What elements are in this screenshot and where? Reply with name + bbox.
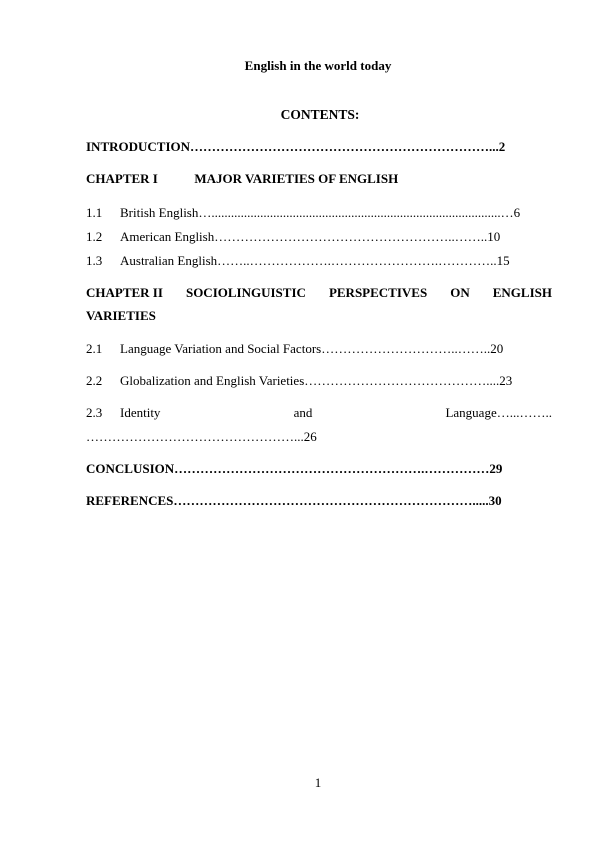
toc-item-text: Language Variation and Social Factors…………………………..……..20 bbox=[120, 341, 504, 356]
toc-item-text: and bbox=[293, 405, 313, 420]
document-title: English in the world today bbox=[244, 58, 392, 73]
chapter-2-label: CHAPTER II bbox=[86, 285, 163, 300]
toc-item-1-1 bbox=[86, 205, 552, 221]
toc-item-text: Identity bbox=[120, 405, 161, 420]
toc-chapter-2 bbox=[86, 285, 552, 301]
chapter-2-title-word: ON bbox=[450, 285, 470, 300]
toc-item-2-3 bbox=[86, 405, 552, 421]
toc-item-2-2 bbox=[86, 373, 552, 389]
chapter-1-label: CHAPTER I bbox=[86, 171, 158, 186]
toc-item-text: British English….........................................................................................…6 bbox=[120, 205, 521, 220]
toc-item-number: 1.1 bbox=[86, 205, 103, 220]
page-number: 1 bbox=[314, 775, 322, 790]
toc-item-text: Australian English……..……………….…………………….…………..15 bbox=[120, 253, 510, 268]
toc-conclusion: CONCLUSION………………………………………………….……………29 bbox=[86, 461, 503, 476]
toc-item-2-3-line-2: …………………………………………...26 bbox=[86, 429, 317, 444]
toc-item-1-3 bbox=[86, 253, 552, 269]
toc-introduction: INTRODUCTION……………………………………………………………...2 bbox=[86, 139, 506, 154]
toc-item-number: 2.1 bbox=[86, 341, 103, 356]
toc-references: REFERENCES…………………………………………………………….....30 bbox=[86, 493, 502, 508]
chapter-2-title-line-2: VARIETIES bbox=[86, 308, 156, 323]
toc-item-2-1 bbox=[86, 341, 552, 357]
toc-item-number: 1.3 bbox=[86, 253, 103, 268]
toc-item-number: 2.3 bbox=[86, 405, 103, 420]
toc-chapter-1 bbox=[86, 171, 552, 187]
chapter-2-title-word: ENGLISH bbox=[492, 285, 552, 300]
contents-heading: CONTENTS: bbox=[280, 107, 360, 122]
chapter-2-title-word: SOCIOLINGUISTIC bbox=[185, 285, 306, 300]
toc-item-number: 2.2 bbox=[86, 373, 103, 388]
toc-item-text: Language…...…….. bbox=[445, 405, 552, 420]
toc-item-text: American English………………………………………………..……..10 bbox=[120, 229, 501, 244]
toc-item-text: Globalization and English Varieties……………………………………....23 bbox=[120, 373, 513, 388]
chapter-1-title: MAJOR VARIETIES OF ENGLISH bbox=[194, 171, 399, 186]
chapter-2-title-word: PERSPECTIVES bbox=[328, 285, 428, 300]
toc-item-number: 1.2 bbox=[86, 229, 103, 244]
toc-item-1-2 bbox=[86, 229, 552, 245]
